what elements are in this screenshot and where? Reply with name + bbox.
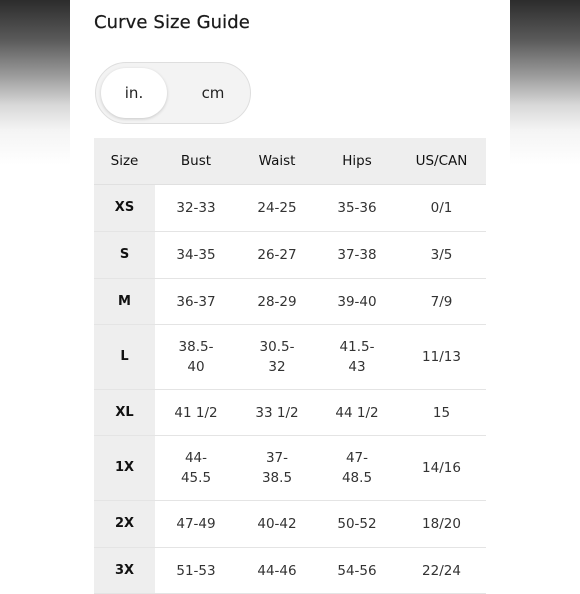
cell-us-can: 15 [397,390,486,436]
cell-bust: 32-33 [155,185,237,232]
cell-us-can: 3/5 [397,232,486,279]
cell-bust: 47-49 [155,501,237,548]
table-row [94,279,486,325]
cell-bust: 44- 45.5 [155,436,237,501]
cell-hips: 44 1/2 [317,390,397,436]
column-header-hips: Hips [317,138,397,185]
cell-hips: 41.5- 43 [317,325,397,390]
cell-bust: 36-37 [155,279,237,325]
cell-us-can: 11/13 [397,325,486,390]
column-header-waist: Waist [237,138,317,185]
table-row [94,436,486,501]
cell-waist: 44-46 [237,548,317,594]
cell-us-can: 0/1 [397,185,486,232]
cell-us-can: 7/9 [397,279,486,325]
unit-option-centimeters[interactable]: cm [201,84,225,102]
page-title: Curve Size Guide [94,12,250,33]
table-row [94,390,486,436]
cell-bust: 38.5- 40 [155,325,237,390]
cell-bust: 51-53 [155,548,237,594]
table-row [94,325,486,390]
column-header-us-can: US/CAN [397,138,486,185]
cell-waist: 26-27 [237,232,317,279]
cell-size: L [94,325,155,390]
cell-hips: 54-56 [317,548,397,594]
unit-toggle[interactable] [95,62,251,124]
cell-waist: 40-42 [237,501,317,548]
cell-hips: 35-36 [317,185,397,232]
cell-hips: 37-38 [317,232,397,279]
table-row [94,501,486,548]
cell-waist: 30.5- 32 [237,325,317,390]
size-guide-panel [70,0,510,580]
size-table [94,138,486,594]
cell-waist: 24-25 [237,185,317,232]
cell-hips: 47- 48.5 [317,436,397,501]
cell-hips: 50-52 [317,501,397,548]
table-row [94,185,486,232]
cell-size: M [94,279,155,325]
cell-us-can: 18/20 [397,501,486,548]
cell-waist: 37- 38.5 [237,436,317,501]
column-header-bust: Bust [155,138,237,185]
cell-us-can: 22/24 [397,548,486,594]
cell-size: 1X [94,436,155,501]
cell-us-can: 14/16 [397,436,486,501]
table-header-row [94,138,486,185]
cell-size: 2X [94,501,155,548]
column-header-size: Size [94,138,155,185]
cell-waist: 28-29 [237,279,317,325]
cell-bust: 34-35 [155,232,237,279]
cell-size: S [94,232,155,279]
background-blur-left [0,0,70,580]
cell-size: XL [94,390,155,436]
size-table-container [94,138,486,594]
background-blur-right [510,0,580,580]
cell-hips: 39-40 [317,279,397,325]
table-row [94,232,486,279]
table-row [94,548,486,594]
cell-bust: 41 1/2 [155,390,237,436]
cell-size: XS [94,185,155,232]
cell-size: 3X [94,548,155,594]
cell-waist: 33 1/2 [237,390,317,436]
unit-option-inches[interactable]: in. [101,68,167,118]
